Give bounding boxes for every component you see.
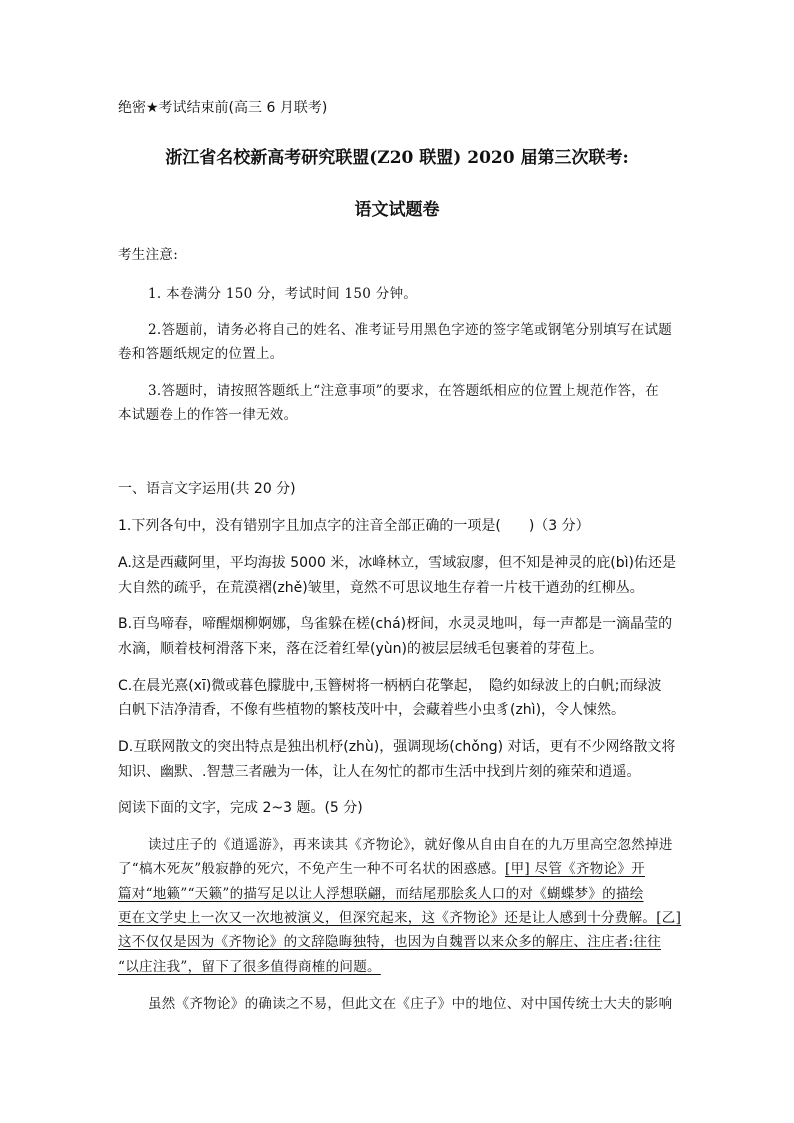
passage-p1-line-3: 篇对“地籁”“天籁”的描写足以让人浮想联翩，而结尾那脍炙人口的对《蝴蝶梦》的描绘: [118, 886, 644, 902]
notice-heading: 考生注意:: [118, 247, 179, 263]
notice-item-3-line-1: 3.答题时，请按照答题纸上“注意事项”的要求，在答题纸相应的位置上规范作答，在: [148, 383, 659, 399]
passage-p1-line-4: 更在文学史上一次又一次地被演义，但深究起来，这《齐物论》还是让人感到十分费解。[乙]: [118, 910, 682, 926]
passage-p1-line-5: 这不仅仅是因为《齐物论》的文辞隐晦独特，也因为自魏晋以来众多的解庄、注庄者:往往: [118, 934, 662, 950]
option-b-line-1: B.百鸟啼春，啼醒烟柳婀娜，鸟雀躲在槎(chá)枒间，水灵灵地叫，每一声都是一滴晶莹的: [118, 616, 673, 632]
confidential-label: 绝密★考试结束前(高三 6 月联考): [118, 100, 328, 116]
option-a-line-1: A.这是西藏阿里，平均海拔 5000 米，冰峰林立，雪域寂廖，但不知是神灵的庇(bì)佑还是: [118, 555, 677, 571]
option-a-line-2: 大自然的疏乎，在荒漠褶(zhě)皱里，竟然不可思议地生存着一片枝干遒劲的红柳丛。: [118, 580, 644, 596]
passage-p1-line-1: 读过庄子的《逍遥游》，再来读其《齐物论》，就好像从自由自在的九万里高空忽然掉进: [148, 837, 673, 853]
passage-p1-line-6: “以庄注我”，留下了很多值得商榷的问题。: [118, 959, 381, 975]
passage-p1-line-2: [118, 859, 645, 879]
reading-prompt: 阅读下面的文字，完成 2~3 题。(5 分): [118, 800, 363, 816]
section-heading: 一、语言文字运用(共 20 分): [118, 481, 296, 497]
option-d-line-2: 知识、幽默、.智慧三者融为一体，让人在匆忙的都市生活中找到片刻的雍荣和逍遥。: [118, 764, 641, 780]
notice-item-3-line-2: 本试题卷上的作答一律无效。: [118, 407, 298, 423]
passage-p2-line-1: 虽然《齐物论》的确读之不易，但此文在《庄子》中的地位、对中国传统士大夫的影响: [148, 996, 673, 1012]
option-c-line-2: 白帆下洁净清香，不像有些植物的繁枝茂叶中，会藏着些小虫豸(zhì)，令人悚然。: [118, 702, 626, 718]
notice-item-2-line-1: 2.答题前，请务必将自己的姓名、准考证号用黑色字迹的签字笔或钢笔分别填写在试题: [148, 322, 673, 338]
option-b-line-2: 水滴，顺着枝柯滑落下来，落在泛着红晕(yùn)的被层层绒毛包裹着的芽苞上。: [118, 641, 603, 657]
exam-subtitle: 语文试题卷: [354, 200, 440, 220]
exam-title: 浙江省名校新高考研究联盟(Z20 联盟) 2020 届第三次联考:: [165, 148, 629, 168]
notice-item-1: 1. 本卷满分 150 分，考试时间 150 分钟。: [148, 286, 418, 302]
passage-underlined-a: [甲] 尽管《齐物论》开: [505, 861, 645, 877]
notice-item-2-line-2: 卷和答题纸规定的位置上。: [118, 346, 284, 362]
question-1-stem: 1.下列各句中，没有错别字且加点字的注音全部正确的一项是( )（3 分）: [118, 518, 590, 534]
passage-p1-line-2-text: 了“槁木死灰”般寂静的死穴，不免产生一种不可名状的困惑感。: [118, 861, 506, 877]
option-d-line-1: D.互联网散文的突出特点是独出机杼(zhù)，强调现场(chǒng) 对话，更有不少网络散文将: [118, 739, 676, 755]
option-c-line-1: C.在晨光熹(xī)微或暮色朦胧中,玉簪树将一柄柄白花擎起， 隐约如绿波上的白帆;而绿波: [118, 678, 662, 694]
